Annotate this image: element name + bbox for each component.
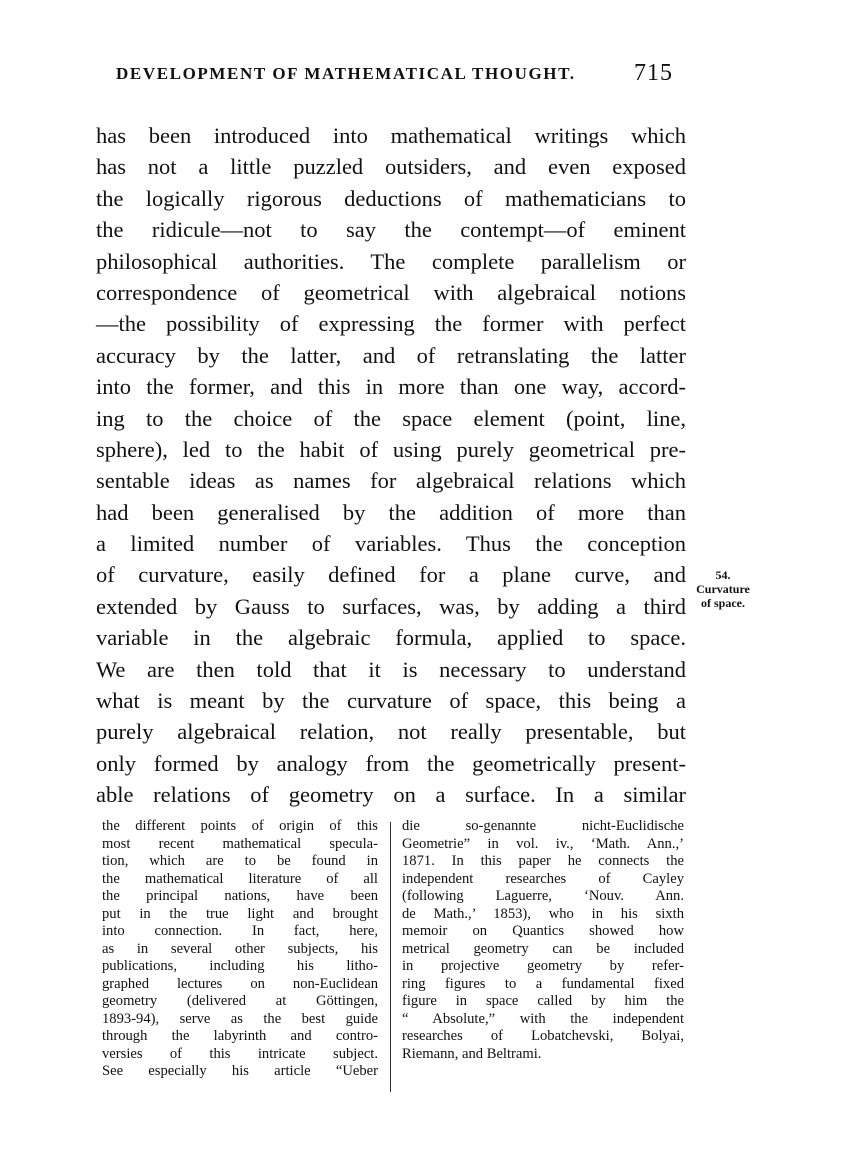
footnote-line: “ Absolute,” with the independent — [402, 1010, 684, 1027]
body-text — [96, 120, 686, 811]
body-line: sentable ideas as names for algebraical relations which — [96, 468, 686, 494]
footnote-line: publications, including his litho- — [102, 958, 378, 974]
footnote-line: the different points of origin of this — [102, 818, 378, 834]
footnote-line: Geometrie” in vol. iv., ‘Math. Ann.,’ — [402, 835, 684, 852]
marginal-note-number: 54. — [715, 568, 731, 582]
body-line: philosophical authorities. The complete parallelism or — [96, 248, 686, 274]
footnote-line: memoir on Quantics showed how — [402, 923, 684, 939]
marginal-note — [688, 568, 758, 610]
footnote-column-left — [102, 818, 378, 1081]
footnote-line: de Math.,’ 1853), who in his sixth — [402, 905, 684, 922]
footnote-line: versies of this intricate subject. — [102, 1045, 378, 1062]
footnote-line: 1871. In this paper he connects the — [402, 853, 684, 869]
footnote-line: in projective geometry by refer- — [402, 958, 684, 974]
body-line: only formed by analogy from the geometrically present- — [96, 750, 686, 776]
footnote-line: Riemann, and Beltrami. — [402, 1045, 542, 1062]
body-line: —the possibility of expressing the former with perfect — [96, 311, 686, 337]
body-line: correspondence of geometrical with algebraical notions — [96, 279, 686, 305]
body-line: the ridicule—not to say the contempt—of eminent — [96, 217, 686, 243]
body-line: sphere), led to the habit of using purely geometrical pre- — [96, 436, 686, 462]
footnote-line: researches of Lobatchevski, Bolyai, — [402, 1028, 684, 1044]
body-line: ing to the choice of the space element (point, line, — [96, 405, 686, 431]
body-line: has been introduced into mathematical writings which — [96, 123, 686, 148]
body-line: has not a little puzzled outsiders, and even exposed — [96, 154, 686, 180]
footnote-line: put in the true light and brought — [102, 905, 378, 922]
body-line: what is meant by the curvature of space, this being a — [96, 688, 686, 714]
body-line: of curvature, easily defined for a plane curve, and — [96, 562, 686, 588]
footnote-line: metrical geometry can be included — [402, 940, 684, 957]
marginal-note-line: Curvature — [696, 582, 750, 596]
footnote-line: graphed lectures on non-Euclidean — [102, 975, 378, 992]
footnote-column-divider — [390, 822, 391, 1092]
footnote-line: ring figures to a fundamental fixed — [402, 975, 684, 992]
footnote-line: the principal nations, have been — [102, 888, 378, 904]
body-line: able relations of geometry on a surface. In a similar — [96, 782, 686, 808]
footnote-line: into connection. In fact, here, — [102, 923, 378, 939]
body-line: purely algebraical relation, not really presentable, but — [96, 719, 686, 745]
footnote-line: die so-genannte nicht-Euclidische — [402, 818, 684, 834]
body-line: a limited number of variables. Thus the conception — [96, 531, 686, 557]
footnote-line: geometry (delivered at Göttingen, — [102, 993, 378, 1009]
running-title: DEVELOPMENT OF MATHEMATICAL THOUGHT. — [116, 64, 576, 83]
footnote-line: figure in space called by him the — [402, 993, 684, 1009]
footnote-line: through the labyrinth and contro- — [102, 1028, 378, 1044]
footnote-column-right — [402, 818, 684, 1063]
footnote-line: independent researches of Cayley — [402, 870, 684, 887]
body-line: variable in the algebraic formula, applied to space. — [96, 625, 686, 651]
body-line: had been generalised by the addition of more than — [96, 499, 686, 525]
footnote-line: 1893-94), serve as the best guide — [102, 1010, 378, 1027]
footnote-line: (following Laguerre, ‘Nouv. Ann. — [402, 888, 684, 904]
body-line: into the former, and this in more than one way, accord- — [96, 374, 686, 400]
body-line: the logically rigorous deductions of mathematicians to — [96, 185, 686, 211]
footnote-line: as in several other subjects, his — [102, 940, 378, 957]
footnote-line: the mathematical literature of all — [102, 870, 378, 887]
footnote-line: tion, which are to be found in — [102, 853, 378, 869]
body-line: We are then told that it is necessary to understand — [96, 656, 686, 682]
body-line: extended by Gauss to surfaces, was, by adding a third — [96, 593, 686, 619]
page-number: 715 — [634, 60, 673, 86]
marginal-note-line: of space. — [701, 596, 745, 610]
body-line: accuracy by the latter, and of retranslating the latter — [96, 342, 686, 368]
footnote-line: most recent mathematical specula- — [102, 835, 378, 852]
footnote-line: See especially his article “Ueber — [102, 1063, 378, 1079]
